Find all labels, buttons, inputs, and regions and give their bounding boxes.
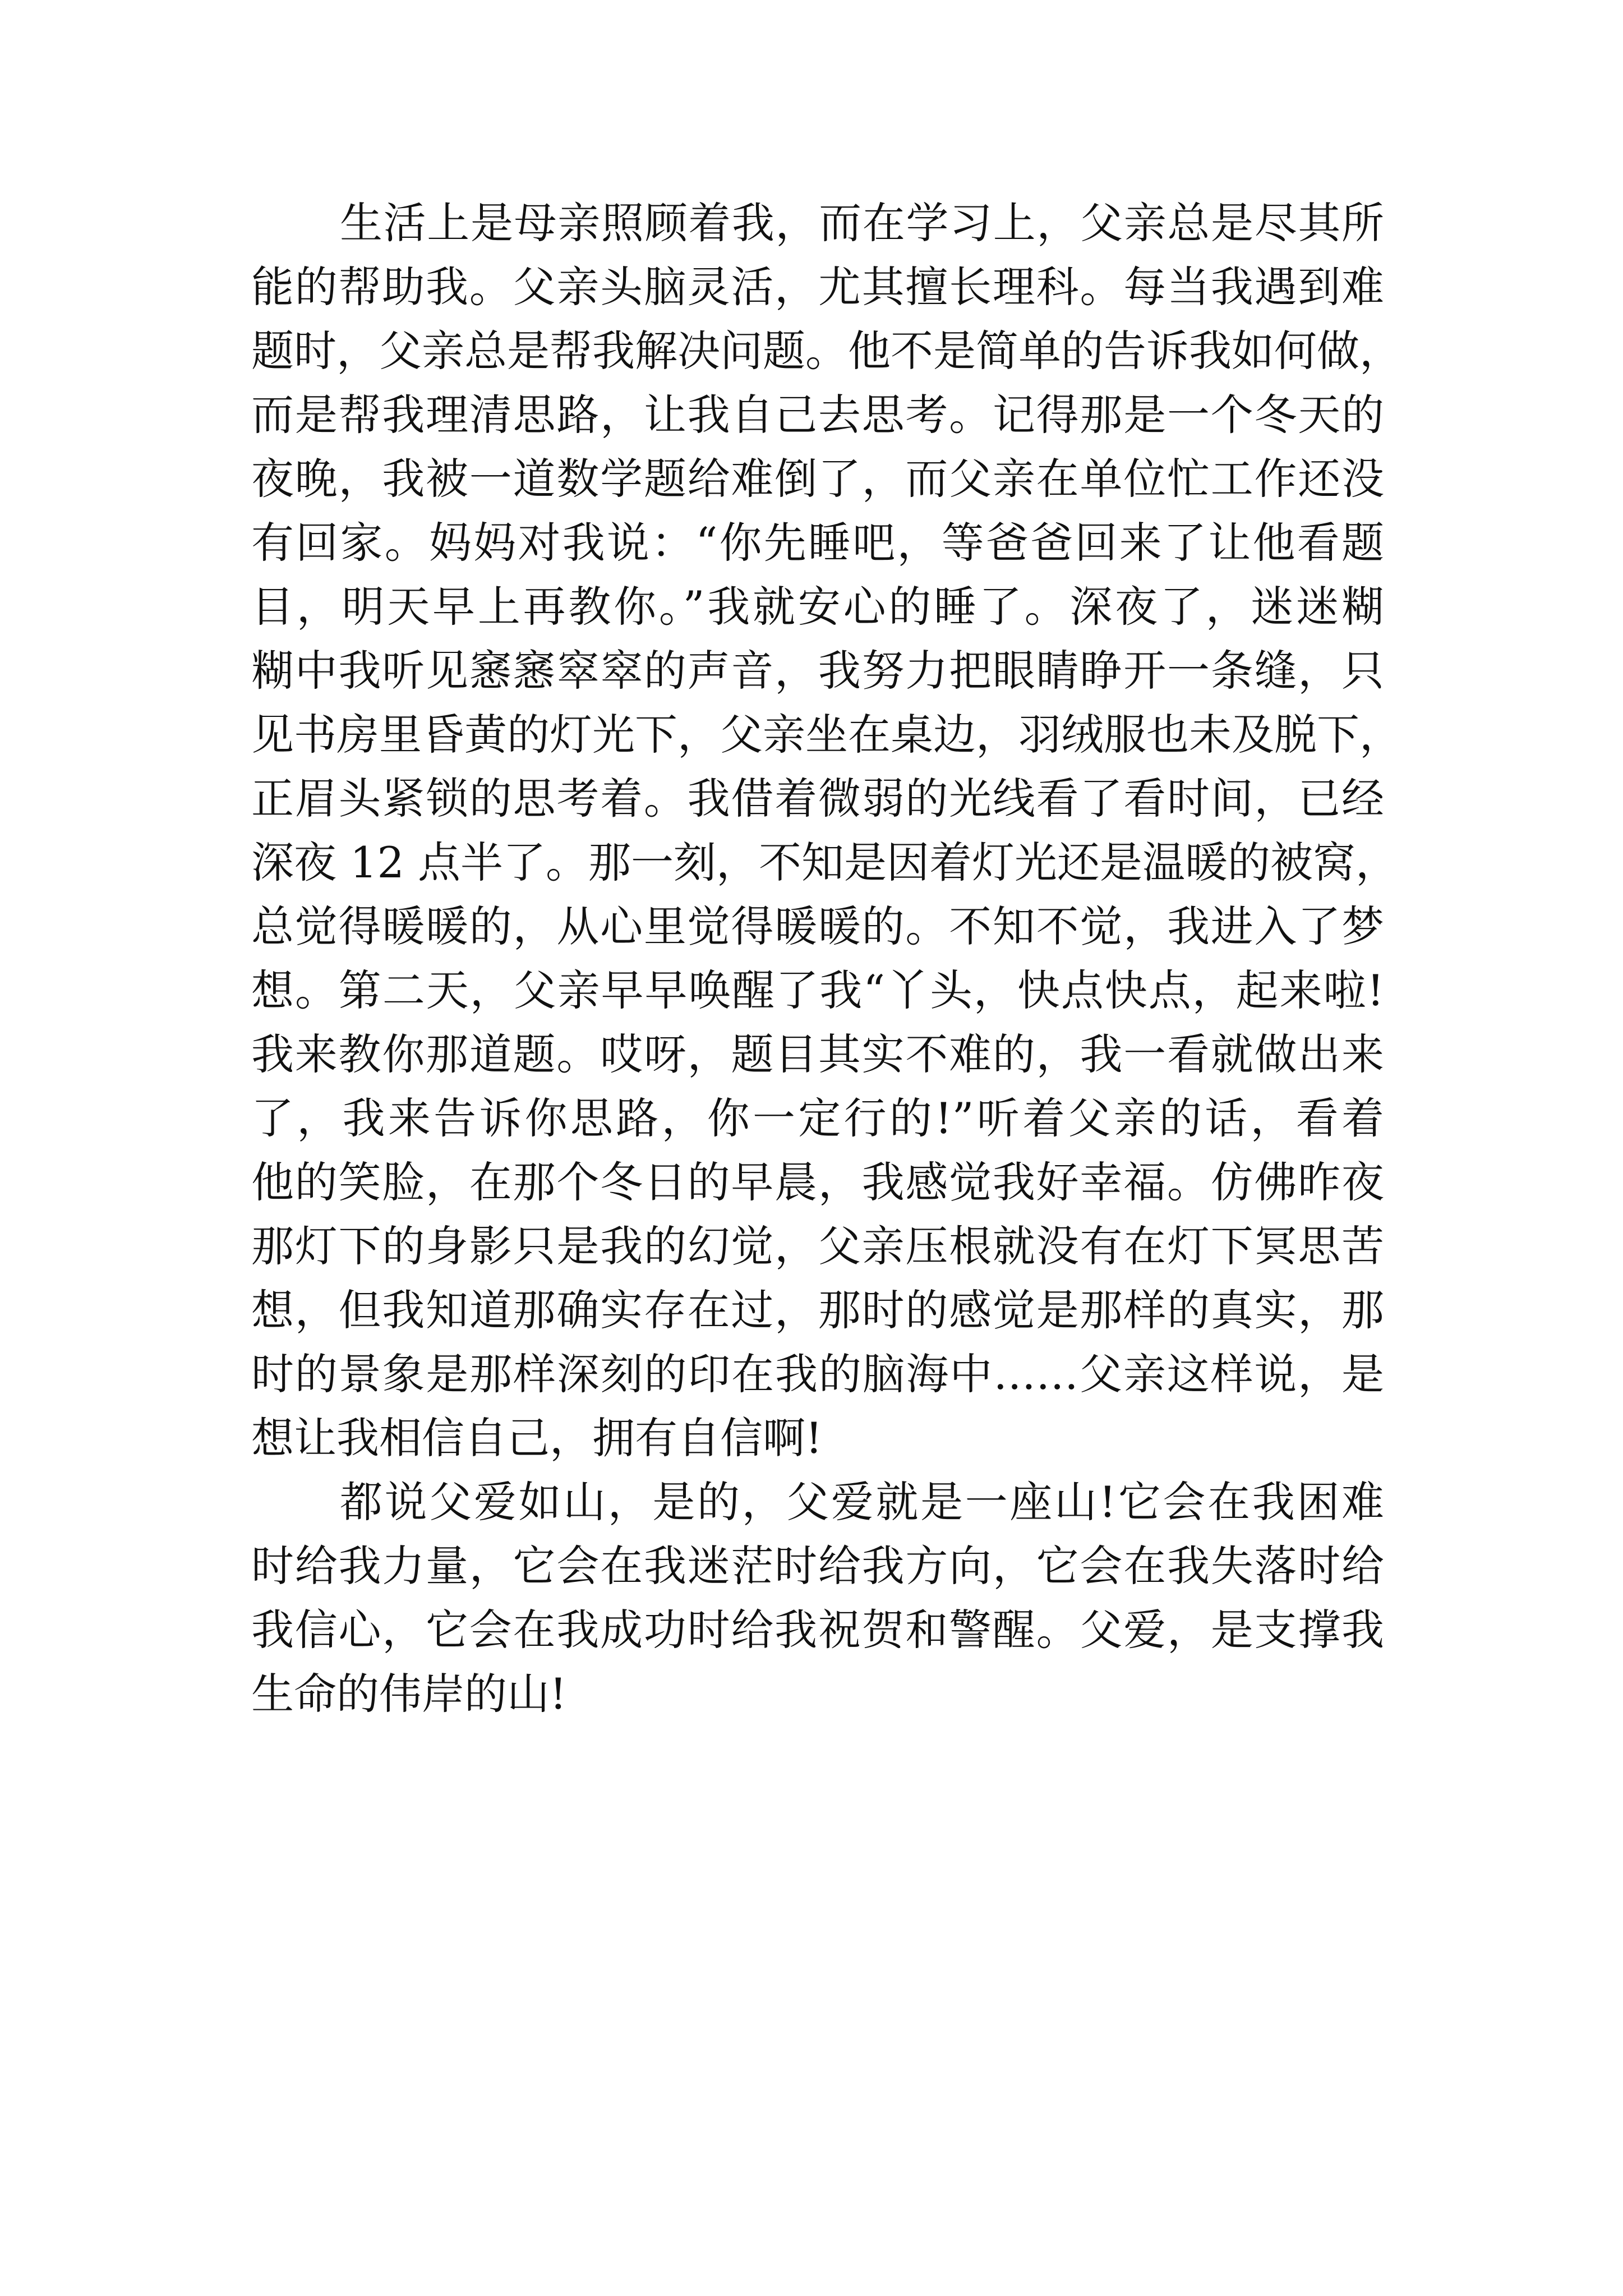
text-line: 时的景象是那样深刻的印在我的脑海中……父亲这样说，是	[251, 1349, 1384, 1399]
text-line: 我信心，它会在我成功时给我祝贺和警醒。父爱，是支撑我	[251, 1605, 1384, 1655]
text-line: 总觉得暖暖的，从心里觉得暖暖的。不知不觉，我进入了梦	[251, 901, 1384, 951]
text-line: 能的帮助我。父亲头脑灵活，尤其擅长理科。每当我遇到难	[251, 262, 1384, 312]
text-line: 正眉头紧锁的思考着。我借着微弱的光线看了看时间，已经	[251, 774, 1384, 823]
text-line: 那灯下的身影只是我的幻觉，父亲压根就没有在灯下冥思苦	[251, 1221, 1384, 1271]
text-line: 有回家。妈妈对我说：“你先睡吧，等爸爸回来了让他看题	[251, 518, 1384, 568]
text-line: 我来教你那道题。哎呀，题目其实不难的，我一看就做出来	[251, 1029, 1384, 1079]
text-line: 夜晚，我被一道数学题给难倒了，而父亲在单位忙工作还没	[251, 454, 1384, 504]
text-line: 想，但我知道那确实存在过，那时的感觉是那样的真实，那	[251, 1285, 1384, 1335]
text-line: 题时，父亲总是帮我解决问题。他不是简单的告诉我如何做，	[251, 326, 1402, 376]
document-body	[251, 195, 1402, 1730]
text-line: 想。第二天，父亲早早唤醒了我“丫头，快点快点，起来啦!	[251, 965, 1384, 1015]
text-line: 想让我相信自己，拥有自信啊!	[251, 1413, 823, 1463]
text-line: 时给我力量，它会在我迷茫时给我方向，它会在我失落时给	[251, 1541, 1384, 1591]
text-line: 了，我来告诉你思路，你一定行的!”听着父亲的话，看着	[251, 1093, 1384, 1143]
text-line: 深夜 12 点半了。那一刻，不知是因着灯光还是温暖的被窝，	[251, 838, 1399, 887]
paragraph-2	[251, 1474, 1384, 1730]
text-line: 而是帮我理清思路，让我自己去思考。记得那是一个冬天的	[251, 390, 1384, 440]
text-line: 都说父爱如山，是的，父爱就是一座山!它会在我困难	[340, 1477, 1384, 1527]
text-line: 他的笑脸，在那个冬日的早晨，我感觉我好幸福。仿佛昨夜	[251, 1157, 1384, 1207]
text-line: 见书房里昏黄的灯光下，父亲坐在桌边，羽绒服也未及脱下，	[251, 710, 1402, 760]
text-line: 生命的伟岸的山!	[251, 1669, 567, 1719]
text-line: 生活上是母亲照顾着我，而在学习上，父亲总是尽其所	[340, 198, 1384, 248]
paragraph-1	[251, 195, 1402, 1474]
text-line: 目，明天早上再教你。”我就安心的睡了。深夜了，迷迷糊	[251, 582, 1384, 632]
text-line: 糊中我听见窸窸窣窣的声音，我努力把眼睛睁开一条缝，只	[251, 646, 1384, 696]
